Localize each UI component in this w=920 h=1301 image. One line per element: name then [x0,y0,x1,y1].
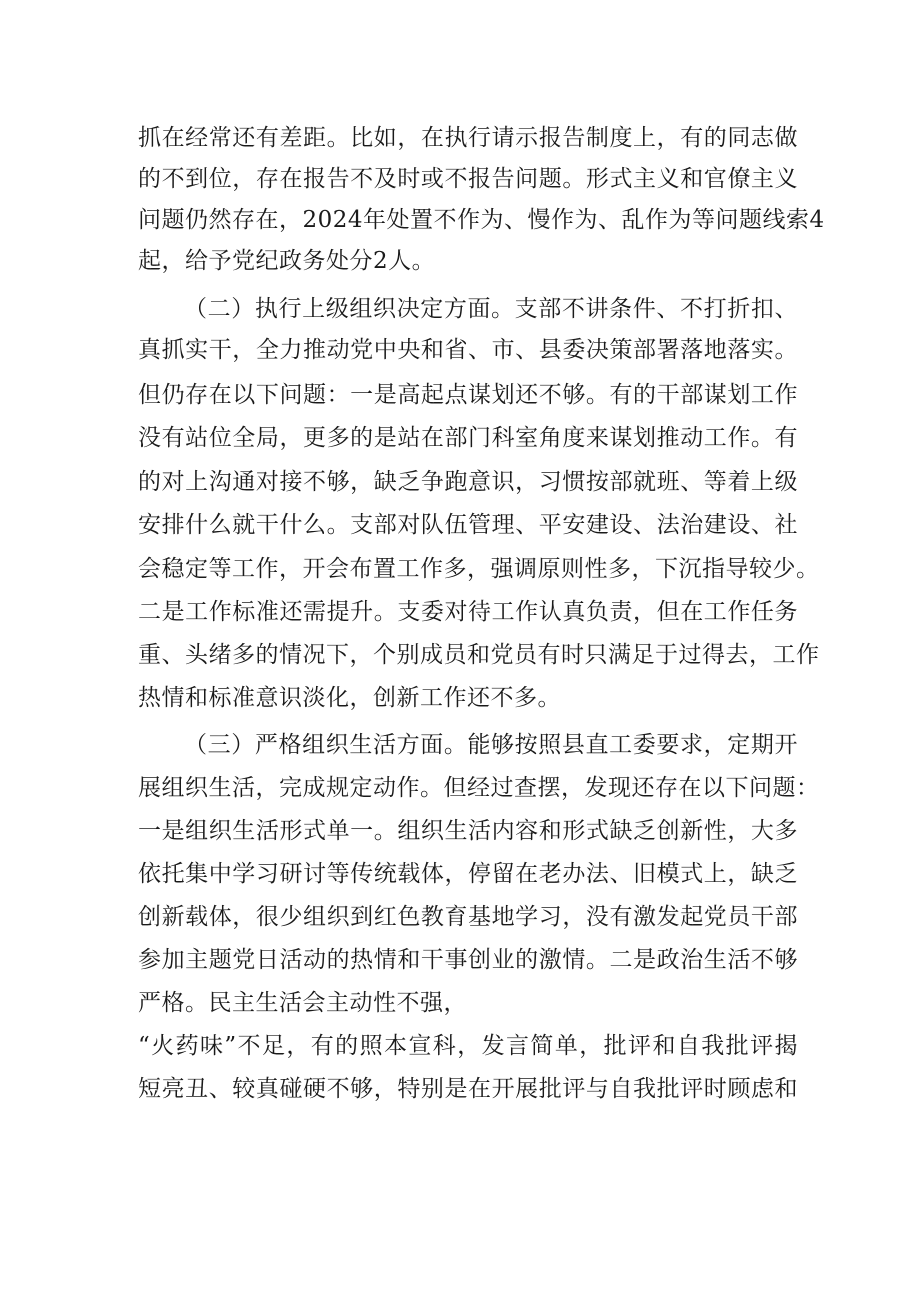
text-line-8: 没有站位全局，更多的是站在部门科室角度来谋划推动工作。有 [138,425,798,451]
text-line-3: 问题仍然存在，2024年处置不作为、慢作为、乱作为等问题线索4 [138,207,825,233]
text-line-22: “火药味”不足，有的照本宣科，发言简单，批评和自我批评揭 [138,1033,798,1059]
section-heading-3-line: （三）严格组织生活方面。能够按照县直工委要求，定期开 [184,732,798,758]
text-line-11: 会稳定等工作，开会布置工作多，强调原则性多，下沉指导较少。 [138,556,820,582]
text-line-2: 的不到位，存在报告不及时或不报告问题。形式主义和官僚主义 [138,166,798,192]
text-line-1: 抓在经常还有差距。比如，在执行请示报告制度上，有的同志做 [138,125,798,151]
text-line-21: 严格。民主生活会主动性不强， [138,990,467,1016]
text-line-19: 创新载体，很少组织到红色教育基地学习，没有激发起党员干部 [138,904,798,930]
text-line-18: 依托集中学习研讨等传统载体，停留在老办法、旧模式上，缺乏 [138,861,798,887]
text-line-10: 安排什么就干什么。支部对队伍管理、平安建设、法治建设、社 [138,512,798,538]
text-line-6: 真抓实干，全力推动党中央和省、市、县委决策部署落地落实。 [138,337,798,363]
text-line-12: 二是工作标准还需提升。支委对待工作认真负责，但在工作任务 [138,599,798,625]
text-line-17: 一是组织生活形式单一。组织生活内容和形式缺乏创新性，大多 [138,818,798,844]
text-line-14: 热情和标准意识淡化，创新工作还不多。 [138,685,561,711]
section-heading-2-line: （二）执行上级组织决定方面。支部不讲条件、不打折扣、 [184,296,798,322]
text-line-4: 起，给予党纪政务处分2人。 [138,248,436,274]
text-line-20: 参加主题党日活动的热情和干事创业的激情。二是政治生活不够 [138,947,798,973]
text-line-13: 重、头绪多的情况下，个别成员和党员有时只满足于过得去，工作 [138,642,820,668]
text-line-16: 展组织生活，完成规定动作。但经过查摆，发现还存在以下问题： [138,775,820,801]
text-line-7: 但仍存在以下问题：一是高起点谋划还不够。有的干部谋划工作 [138,382,798,408]
text-line-23: 短亮丑、较真碰硬不够，特别是在开展批评与自我批评时顾虑和 [138,1076,798,1102]
text-line-9: 的对上沟通对接不够，缺乏争跑意识，习惯按部就班、等着上级 [138,469,798,495]
